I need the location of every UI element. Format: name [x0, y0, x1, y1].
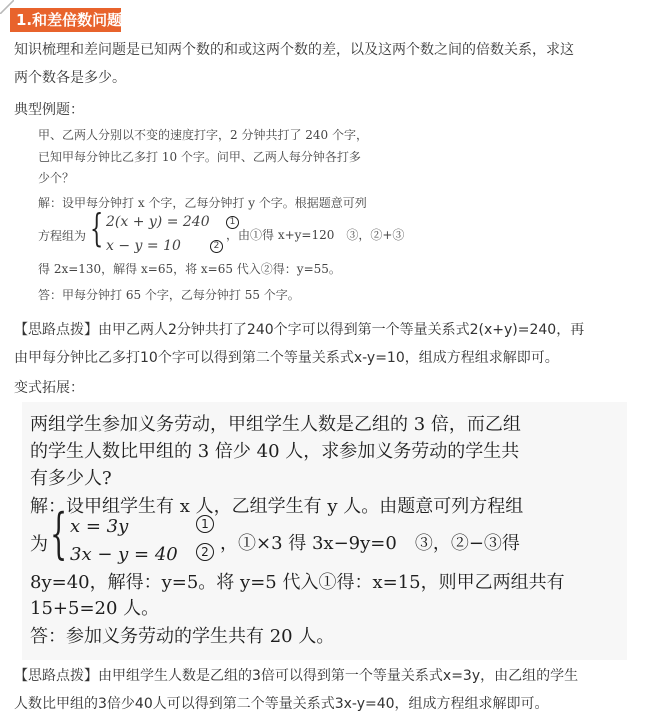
example-2-solution-line-1: 解：设甲组学生有 x 人，乙组学生有 y 人。由题意可列方程组	[30, 496, 524, 517]
example-2	[22, 402, 627, 660]
example-2-system-prefix: 为	[30, 534, 48, 555]
example-2-equation-2: 3x − y = 40	[70, 544, 178, 565]
example-2-question-line-1: 两组学生参加义务劳动，甲组学生人数是乙组的 3 倍，而乙组	[30, 414, 521, 435]
example-1-system-prefix: 方程组为	[38, 229, 87, 243]
knowledge-paragraph	[14, 36, 637, 92]
example-1-mark-1: 1	[226, 214, 239, 229]
example-2-brace: {	[50, 502, 68, 565]
hint-2-paragraph	[14, 662, 637, 718]
example-2-solution-line-3: 8y=40，解得：y=5。将 y=5 代入①得：x=15，则甲乙两组共有	[30, 572, 565, 593]
hint-1-line-2: 由甲每分钟比乙多打10个字可以得到第二个等量关系式x-y=10，组成方程组求解即可。	[14, 350, 559, 366]
knowledge-line-1: 知识梳理和差问题是已知两个数的和或这两个数的差，以及这两个数之间的倍数关系，求这	[14, 42, 574, 58]
example-2-question-line-2: 的学生人数比甲组的 3 倍少 40 人，求参加义务劳动的学生共	[30, 441, 520, 462]
example-1-equation-2: x − y = 10	[106, 238, 181, 254]
section-heading: 1.和差倍数问题	[10, 8, 121, 32]
example-2-mark-1: 1	[196, 514, 214, 535]
example-2-after-system: ，①×3 得 3x−9y=0 ③，②−③得	[220, 533, 520, 554]
example-1-brace: {	[90, 206, 104, 250]
example-1-equation-1: 2(x + y) = 240	[106, 214, 210, 230]
example-2-mark-2: 2	[196, 542, 214, 563]
example-1-solution-line-3: 得 2x=130，解得 x=65，将 x=65 代入②得：y=55。	[38, 262, 341, 276]
example-1-solution-line-1: 解：设甲每分钟打 x 个字，乙每分钟打 y 个字。根据题意可列	[38, 196, 367, 210]
example-2-solution-line-4: 15+5=20 人。	[30, 598, 160, 619]
knowledge-line-2: 两个数各是多少。	[14, 70, 126, 86]
example-1-after-system: ，由①得 x+y=120 ③，②+③	[226, 228, 405, 242]
example-1-question-line-2: 已知甲每分钟比乙多打 10 个字。问甲、乙两人每分钟各打多	[38, 150, 361, 164]
example-1-mark-2: 2	[210, 238, 223, 253]
example-1-question-line-1: 甲、乙两人分别以不变的速度打字，2 分钟共打了 240 个字，	[38, 128, 368, 142]
typical-example-label: 典型例题：	[14, 102, 84, 118]
hint-2-line-2: 人数比甲组的3倍少40人可以得到第二个等量关系式3x-y=40，组成方程组求解即可。	[14, 696, 549, 712]
variant-label: 变式拓展：	[14, 380, 84, 396]
example-1-answer: 答：甲每分钟打 65 个字，乙每分钟打 55 个字。	[38, 288, 300, 302]
example-2-answer: 答：参加义务劳动的学生共有 20 人。	[30, 626, 335, 647]
example-2-equation-1: x = 3y	[70, 516, 129, 537]
hint-2-line-1: 【思路点拨】由甲组学生人数是乙组的3倍可以得到第一个等量关系式x=3y，由乙组的学生	[14, 668, 579, 684]
example-2-question-line-3: 有多少人?	[30, 468, 112, 489]
hint-1-paragraph	[14, 316, 637, 372]
hint-1-line-1: 【思路点拨】由甲乙两人2分钟共打了240个字可以得到第一个等量关系式2(x+y)=240，再	[14, 322, 585, 338]
example-1-question-line-3: 少个？	[38, 171, 75, 185]
